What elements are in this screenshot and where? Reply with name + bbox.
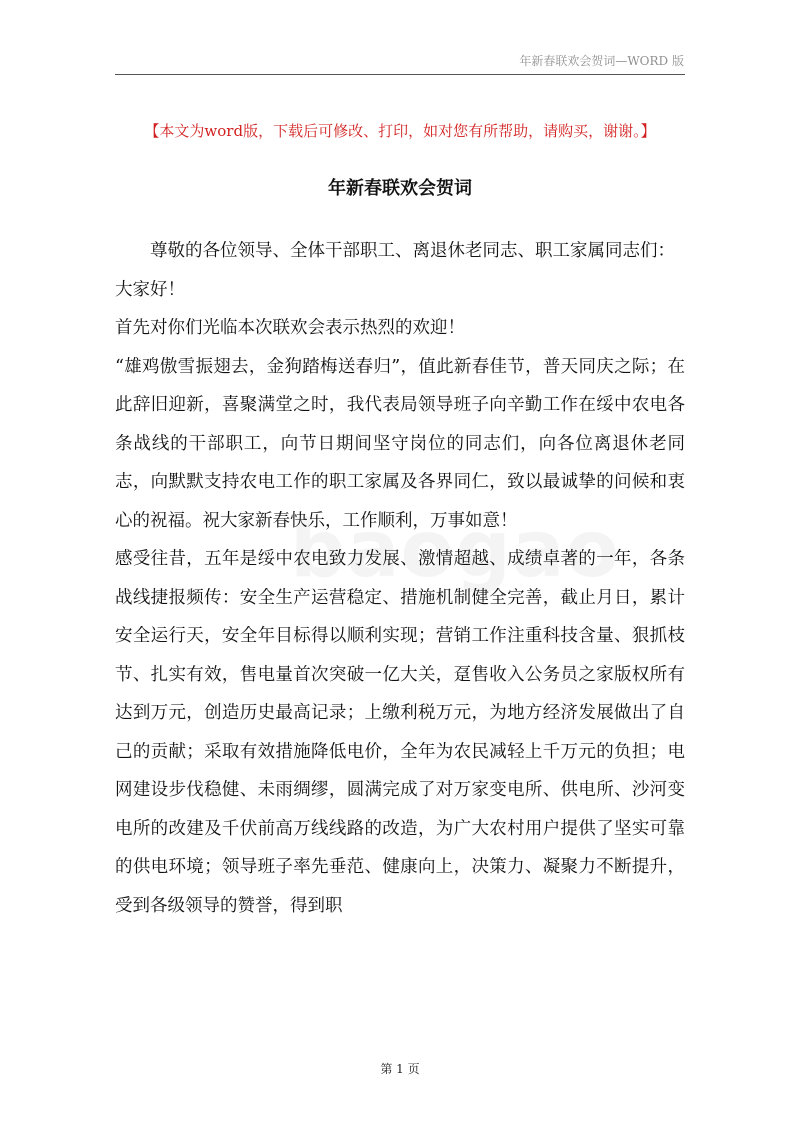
header-divider (115, 74, 685, 75)
paragraph-review: 感受往昔，五年是绥中农电致力发展、激情超越、成绩卓著的一年，各条战线捷报频传：安全生产运营稳定、措施机制健全完善，截止月日，累计安全运行天，安全年目标得以顺利实现；营销工作注重科技含量、狠抓枝节、扎实有效，售电量首次突破一亿大关，趸售收入公务员之家版权所有达到万元，创造历史最高记录；上缴利税万元，为地方经济发展做出了自己的贡献；采取有效措施降低电价，全年为农民减轻上千万元的负担；电网建设步伐稳健、未雨绸缪，圆满完成了对万家变电所、供电所、沙河变电所的改建及千伏前高万线线路的改造，为广大农村用户提供了坚实可靠的供电环境；领导班子率先垂范、健康向上，决策力、凝聚力不断提升，受到各级领导的赞誉，得到职 (115, 549, 685, 916)
paragraph-greeting: 大家好！ (115, 279, 185, 300)
document-title: 年新春联欢会贺词 (328, 178, 472, 199)
page-number: 第 1 页 (380, 1062, 420, 1076)
paragraph-new-year: “雄鸡傲雪振翅去，金狗踏梅送春归”，值此新春佳节，普天同庆之际；在此辞旧迎新，喜聚满堂之时，我代表局领导班子向辛勤工作在绥中农电各条战线的干部职工，向节日期间坚守岗位的同志们，向各位离退休老同志，向默默支持农电工作的职工家属及各界同仁，致以最诚挚的问候和衷心的祝福。祝大家新春快乐，工作顺利，万事如意！ (115, 356, 685, 531)
paragraph-welcome: 首先对你们光临本次联欢会表示热烈的欢迎！ (115, 318, 465, 338)
paragraph-salutation: 尊敬的各位领导、全体干部职工、离退休老同志、职工家属同志们： (150, 241, 675, 261)
document-body (115, 232, 685, 925)
purchase-notice: 【本文为word版，下载后可修改、打印，如对您有所帮助，请购买，谢谢。】 (144, 122, 656, 140)
page-header: 年新春联欢会贺词—WORD 版 (519, 54, 684, 68)
